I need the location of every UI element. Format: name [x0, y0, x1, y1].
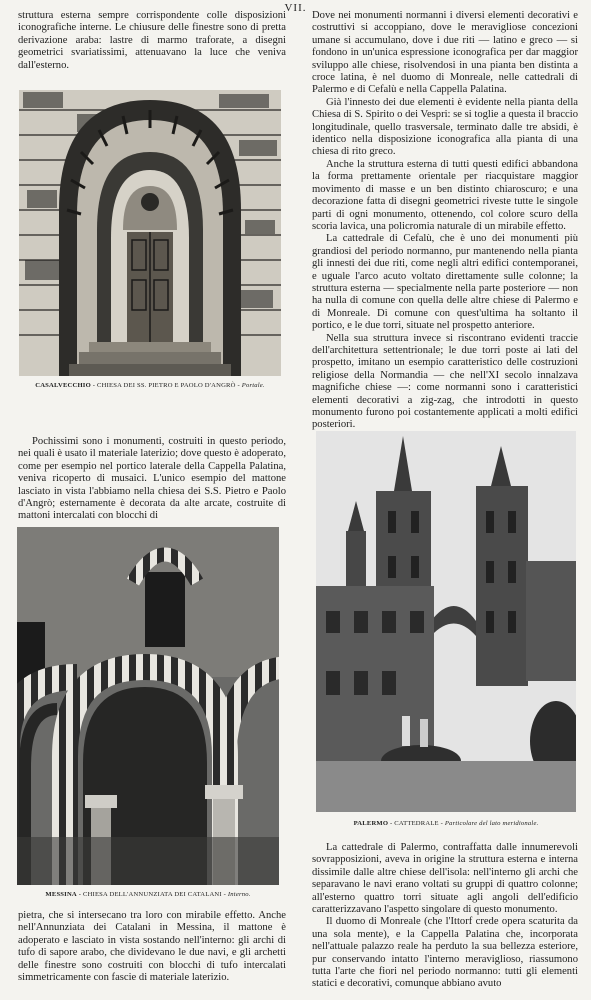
- caption-subtitle: Particolare del lato meridionale.: [444, 820, 539, 827]
- caption-title: CATTEDRALE: [394, 820, 439, 827]
- paragraph: Il duomo di Monreale (che l'Ittorf crede opera scaturita da una sola mente), e la Cappella Palatina che, incorporata nell'attuale palazzo reale ha perduto la sua bellezza esteriore, pur conservando intatto l'interno meraviglioso, riassumono tutta l'arte che fiori nel periodo normanno: tutti gli elementi statici e decorativi, comunque abbiano avuto: [312, 916, 578, 990]
- caption-location: MESSINA: [45, 891, 77, 898]
- paragraph: Pochissimi sono i monumenti, costruiti in questo periodo, nei quali è usato il materiale laterizio; dove questo è adoperato, come per esempio nel portico laterale della Cappella Palatina, veniva ricoperto di musaici. L'unico esempio del mattone lasciato in vista l'abbiamo nella chiesa dei S.S. Pietro e Paolo d'Angrò; esternamente è decorata da alte arcate, costruite di mattoni intercalati con blocchi di: [18, 436, 286, 522]
- caption-location: CASALVECCHIO: [35, 382, 91, 389]
- casalvecchio-portal-image: [19, 90, 281, 376]
- paragraph: La cattedrale di Cefalù, che è uno dei monumenti più grandiosi del periodo normanno, pur mantenendo nella pianta gli innesti dei due riti, come negli altri edifici contemporanei, e uguale l'arco acuto voltato direttamente sulle colonne; la struttura esterna — specialmente nella parte posteriore — non ha nulla di comune con quella delle altre chiese di Palermo e di Monreale. Di comune con quest'ultima ha soltanto il portico, e le due torri, situate nel prospetto anteriore.: [312, 233, 578, 332]
- figure-3-caption: PALERMO - CATTEDRALE - Particolare del lato meridionale.: [353, 820, 539, 827]
- paragraph: La cattedrale di Palermo, contraffatta dalle innumerevoli sovrapposizioni, aveva in origine la struttura esterna e interna dissimile dalle altre chiese dell'isola: nell'interno gli archi che separavano le navi erano voltati su gruppi di quattro colonne; all'esterno quattro torri situate agli angoli dell'edificio caratterizzavano l'aspetto singolare di questo monumento.: [312, 842, 578, 916]
- paragraph: Dove nei monumenti normanni i diversi elementi decorativi e costruttivi si accoppiano, dove le meravigliose concezioni umane si accumulano, dove i due riti — latino e greco — si fondono in un'unica espressione iconografica per dar maggior sviluppo alle chiese, risolvendosi in una pianta ben distinta a croce latina, è nel duomo di Monreale, nelle cattedrali di Palermo e di Cefalù e nella Cappella Palatina.: [312, 10, 578, 96]
- caption-title: CHIESA DEI SS. PIETRO E PAOLO D'ANGRÒ: [97, 382, 236, 389]
- left-column-middle-text: [18, 436, 286, 523]
- caption-subtitle: Interno.: [227, 891, 251, 898]
- left-column-bottom-text: [18, 910, 286, 984]
- palermo-cathedral-image: [316, 431, 576, 812]
- messina-annunziata-interior-image: [17, 527, 279, 885]
- figure-2-caption: MESSINA - CHIESA DELL'ANNUNZIATA DEI CATALANI - Interno.: [45, 891, 251, 898]
- caption-title: CHIESA DELL'ANNUNZIATA DEI CATALANI: [82, 891, 222, 898]
- paragraph: pietra, che si intersecano tra loro con mirabile effetto. Anche nell'Annunziata dei Catalani in Messina, il mattone è adoperato e lasciato in vista sostando nell'interno: gli archi di tufo di sapore arabo, che dividevano le due navi, e gli archetti delle finestre sono costruiti con blocchi di tufo intercalati simmetricamente con fascie di materiale laterizio.: [18, 910, 286, 984]
- caption-location: PALERMO: [353, 820, 389, 827]
- page-number: VII.: [284, 2, 307, 14]
- right-column-bottom-text: [312, 842, 578, 991]
- paragraph: struttura esterna sempre corrispondente colle disposizioni iconografiche interne. Le chiusure delle finestre sono di pretta derivazione araba: lastre di marmo traforate, a disegni geometrici svariatissimi, attenuavano la luce che veniva dall'esterno.: [18, 10, 286, 71]
- paragraph: Già l'innesto dei due elementi è evidente nella pianta della Chiesa di S. Spirito o dei Vespri: se si toglie a questa il braccio longitudinale, quello trasversale, terminato dalle tre absidi, è identico nella disposizione iconografica alla pianta di una chiesa di rito greco.: [312, 96, 578, 158]
- right-column-top-text: [312, 10, 578, 432]
- figure-1-caption: CASALVECCHIO - CHIESA DEI SS. PIETRO E PAOLO D'ANGRÒ - Portale.: [35, 382, 265, 389]
- paragraph: Anche la struttura esterna di tutti questi edifici abbandona la forma prettamente orientale per riacquistare maggior movimento di masse e un ben distinto chiaroscuro; e una decorazione fatta di disegni geometrici riveste tutte le singole parti di ogni monumento, ottenendo, col colore scuro della scoria lavica, una policromia naturale di un mirabile effetto.: [312, 158, 578, 232]
- left-column-top-text: [18, 10, 286, 72]
- paragraph: Nella sua struttura invece si riscontrano evidenti traccie dell'architettura settentrionale; le due torri poste ai lati del prospetto, imitano un esempio caratteristico delle costruzioni religiose della Normandia — che nell'XI secolo innalzava magnifiche chiese —: come normanni sono i caratteristici elementi decorativi a zig-zag, che introdotti in questo monumento furono poi costantemente applicati a molti edifici posteriori.: [312, 332, 578, 431]
- caption-subtitle: Portale.: [241, 382, 265, 389]
